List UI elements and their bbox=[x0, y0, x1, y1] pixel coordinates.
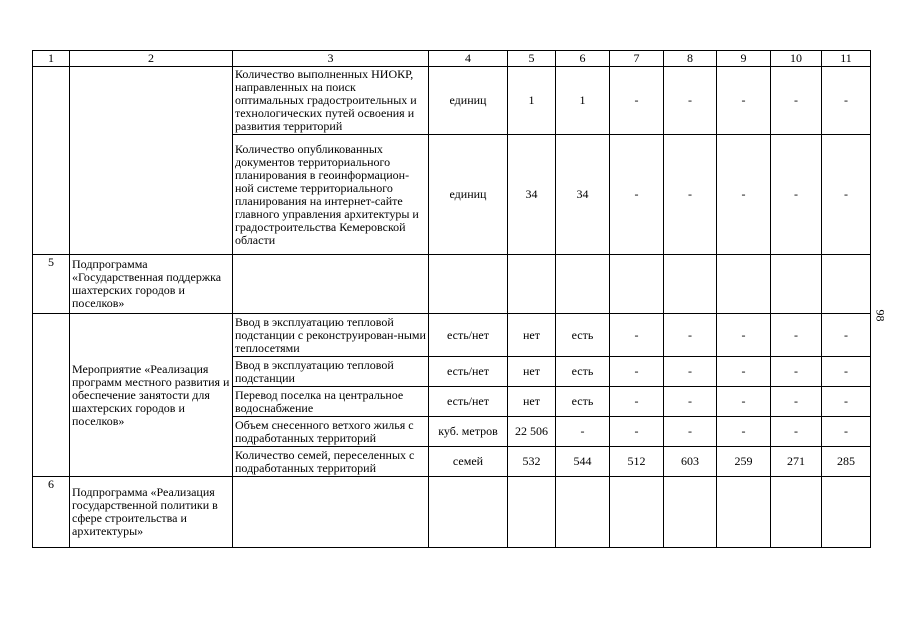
value-cell: 34 bbox=[556, 135, 610, 255]
page-number: 98 bbox=[873, 309, 888, 322]
subprogram-number: 5 bbox=[33, 255, 70, 314]
empty-cell bbox=[508, 477, 556, 548]
value-cell: есть bbox=[556, 314, 610, 357]
value-cell: 34 bbox=[508, 135, 556, 255]
unit-cell: есть/нет bbox=[429, 387, 508, 417]
header-cell: 1 bbox=[33, 51, 70, 67]
value-cell: - bbox=[771, 357, 822, 387]
value-cell: 544 bbox=[556, 447, 610, 477]
empty-cell bbox=[33, 67, 70, 255]
value-cell: - bbox=[771, 314, 822, 357]
value-cell: есть bbox=[556, 357, 610, 387]
value-cell: - bbox=[664, 67, 717, 135]
value-cell: - bbox=[822, 67, 871, 135]
indicator-cell: Количество выполненных НИОКР, направленных на поиск оптимальных градостроительных и технологических путей освоения и развития территорий bbox=[233, 67, 429, 135]
indicator-cell: Количество семей, переселенных с подработанных территорий bbox=[233, 447, 429, 477]
header-cell: 3 bbox=[233, 51, 429, 67]
table-row bbox=[33, 67, 871, 135]
value-cell: - bbox=[771, 387, 822, 417]
indicator-cell: Объем снесенного ветхого жилья с подработанных территорий bbox=[233, 417, 429, 447]
value-cell: 1 bbox=[508, 67, 556, 135]
value-cell: 532 bbox=[508, 447, 556, 477]
value-cell: - bbox=[556, 417, 610, 447]
empty-cell bbox=[508, 255, 556, 314]
empty-cell bbox=[664, 255, 717, 314]
empty-cell bbox=[664, 477, 717, 548]
subprogram-row bbox=[33, 255, 871, 314]
unit-cell: единиц bbox=[429, 135, 508, 255]
value-cell: - bbox=[771, 67, 822, 135]
value-cell: - bbox=[717, 357, 771, 387]
value-cell: - bbox=[771, 135, 822, 255]
value-cell: - bbox=[664, 135, 717, 255]
empty-cell bbox=[717, 477, 771, 548]
value-cell: 259 bbox=[717, 447, 771, 477]
empty-cell bbox=[610, 477, 664, 548]
value-cell: - bbox=[822, 135, 871, 255]
subprogram-row bbox=[33, 477, 871, 548]
value-cell: 1 bbox=[556, 67, 610, 135]
indicator-cell: Перевод поселка на центральное водоснабжение bbox=[233, 387, 429, 417]
table-row bbox=[33, 314, 871, 357]
empty-cell bbox=[233, 255, 429, 314]
value-cell: - bbox=[610, 67, 664, 135]
value-cell: - bbox=[610, 314, 664, 357]
header-cell: 7 bbox=[610, 51, 664, 67]
header-cell: 11 bbox=[822, 51, 871, 67]
empty-cell bbox=[429, 255, 508, 314]
unit-cell: есть/нет bbox=[429, 357, 508, 387]
empty-cell bbox=[822, 477, 871, 548]
value-cell: - bbox=[822, 417, 871, 447]
value-cell: 603 bbox=[664, 447, 717, 477]
value-cell: 271 bbox=[771, 447, 822, 477]
value-cell: - bbox=[610, 417, 664, 447]
header-cell: 8 bbox=[664, 51, 717, 67]
value-cell: нет bbox=[508, 357, 556, 387]
header-row bbox=[33, 51, 871, 67]
value-cell: - bbox=[717, 387, 771, 417]
subprogram-number: 6 bbox=[33, 477, 70, 548]
empty-cell bbox=[33, 314, 70, 477]
unit-cell: единиц bbox=[429, 67, 508, 135]
value-cell: - bbox=[822, 387, 871, 417]
value-cell: - bbox=[717, 135, 771, 255]
header-cell: 5 bbox=[508, 51, 556, 67]
empty-cell bbox=[771, 477, 822, 548]
header-cell: 4 bbox=[429, 51, 508, 67]
empty-cell bbox=[233, 477, 429, 548]
unit-cell: семей bbox=[429, 447, 508, 477]
indicator-cell: Ввод в эксплуатацию тепловой подстанции с реконструирован-ными теплосетями bbox=[233, 314, 429, 357]
empty-cell bbox=[822, 255, 871, 314]
value-cell: - bbox=[664, 387, 717, 417]
indicator-cell: Ввод в эксплуатацию тепловой подстанции bbox=[233, 357, 429, 387]
indicators-table bbox=[32, 50, 871, 548]
empty-cell bbox=[556, 255, 610, 314]
value-cell: - bbox=[610, 387, 664, 417]
value-cell: - bbox=[717, 417, 771, 447]
value-cell: - bbox=[717, 314, 771, 357]
subprogram-name: Подпрограмма «Государственная поддержка шахтерских городов и поселков» bbox=[70, 255, 233, 314]
subprogram-name: Подпрограмма «Реализация государственной политики в сфере строительства и архитектуры» bbox=[70, 477, 233, 548]
empty-cell bbox=[771, 255, 822, 314]
empty-cell bbox=[556, 477, 610, 548]
value-cell: нет bbox=[508, 387, 556, 417]
empty-cell bbox=[717, 255, 771, 314]
value-cell: нет bbox=[508, 314, 556, 357]
empty-cell bbox=[610, 255, 664, 314]
value-cell: - bbox=[664, 357, 717, 387]
value-cell: 512 bbox=[610, 447, 664, 477]
value-cell: - bbox=[610, 135, 664, 255]
header-cell: 2 bbox=[70, 51, 233, 67]
indicator-cell: Количество опубликованных документов территориального планирования в геоинформацион-ной системе территориального планирования на интернет-сайте главного управления архитектуры и градостроительства Кемеровской области bbox=[233, 135, 429, 255]
value-cell: - bbox=[822, 314, 871, 357]
value-cell: 22 506 bbox=[508, 417, 556, 447]
value-cell: - bbox=[771, 417, 822, 447]
header-cell: 9 bbox=[717, 51, 771, 67]
header-cell: 10 bbox=[771, 51, 822, 67]
unit-cell: есть/нет bbox=[429, 314, 508, 357]
value-cell: - bbox=[664, 417, 717, 447]
empty-cell bbox=[429, 477, 508, 548]
unit-cell: куб. метров bbox=[429, 417, 508, 447]
empty-cell bbox=[70, 67, 233, 255]
header-cell: 6 bbox=[556, 51, 610, 67]
value-cell: есть bbox=[556, 387, 610, 417]
value-cell: - bbox=[610, 357, 664, 387]
value-cell: - bbox=[822, 357, 871, 387]
event-name: Мероприятие «Реализация программ местного развития и обеспечение занятости для шахтерских городов и поселков» bbox=[70, 314, 233, 477]
value-cell: 285 bbox=[822, 447, 871, 477]
value-cell: - bbox=[664, 314, 717, 357]
value-cell: - bbox=[717, 67, 771, 135]
